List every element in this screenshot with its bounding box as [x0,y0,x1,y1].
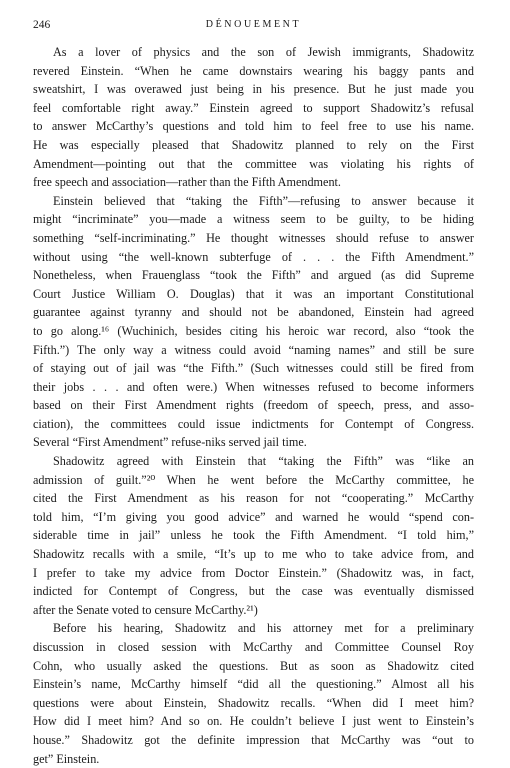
text-line: Einstein believed that “taking the Fifth”—refusing to answer because it [53,193,474,208]
text-line: after the Senate voted to censure McCarthy.²¹) [33,602,258,617]
text-line: to answer McCarthy’s questions and told him to feel free to use his name. [33,119,474,134]
text-line: their jobs . . . and often were.) When witnesses refused to become informers [33,379,474,394]
text-line: Einstein’s name, McCarthy himself “did all the questioning.” Almost all his [33,677,474,692]
text-line: get” Einstein. [33,751,100,766]
text-line: guarantee against tyranny and should not be abandoned, Einstein had agreed [33,305,474,320]
text-line: I prefer to take my advice from Doctor Einstein.” (Shadowitz was, in fact, [33,565,474,580]
paragraph [33,192,474,452]
text-line: Amendment—pointing out that the committee was violating his rights of [33,156,474,171]
text-line: of staying out of jail was “the Fifth.” (Such witnesses could still be fired from [33,361,474,376]
text-line: cited the First Amendment as his reason for not “cooperating.” McCarthy [33,491,474,506]
paragraph [33,619,474,768]
text-line: questions were about Einstein, Shadowitz recalls. “When did I meet him? [33,695,474,710]
text-line: Shadowitz agreed with Einstein that “taking the Fifth” was “like an [53,454,474,469]
text-line: He was especially pleased that Shadowitz planned to rely on the First [33,137,474,152]
paragraph [33,43,474,192]
text-line: Nonetheless, when Frauenglass “took the Fifth” and argued (as did Supreme [33,268,474,283]
text-line: to go along.¹⁶ (Wuchinich, besides citing his heroic war record, also “took the [33,323,474,338]
text-line: told him, “I’m giving you good advice” and warned he would “spend con- [33,509,474,524]
text-line: Fifth.”) The only way a witness could avoid “naming names” and still be sure [33,342,474,357]
text-line: Court Justice William O. Douglas) that it was an important Constitutional [33,286,474,301]
text-line: revered Einstein. “When he came downstairs wearing his baggy pants and [33,63,474,78]
chapter-running-title: DÉNOUEMENT [205,19,302,30]
text-line: indicted for Contempt of Congress, but the case was eventually dismissed [33,584,474,599]
text-line: Cohn, who usually asked the questions. But as soon as Shadowitz cited [33,658,474,673]
text-line: siderable time in jail” unless he took the Fifth Amendment. “I told him,” [33,528,474,543]
page-number: 246 [33,19,51,31]
text-line: sweatshirt, I was overawed just being in his presence. But he just made you [33,82,474,97]
text-line: ciation), the committees could issue indictments for Contempt of Congress. [33,416,474,431]
text-line: Before his hearing, Shadowitz and his attorney met for a preliminary [53,621,474,636]
body-text [33,43,474,768]
text-line: something “self-incriminating.” He thought witnesses should refuse to answer [33,230,474,245]
text-line: Shadowitz recalls with a smile, “It’s up to me who to take advice from, and [33,547,474,562]
running-head [33,19,474,35]
text-line: discussion in closed session with McCarthy and Committee Counsel Roy [33,640,474,654]
text-line: free speech and association—rather than the Fifth Amendment. [33,175,341,190]
text-line: admission of guilt.”²⁰ When he went before the McCarthy committee, he [33,472,474,487]
text-line: without using “the well-known subterfuge of . . . the Fifth Amendment.” [33,249,474,264]
text-line: house.” Shadowitz got the definite impression that McCarthy was “out to [33,732,474,747]
text-line: How did I meet him? And so on. He couldn’t believe I just went to Einstein’s [33,714,474,729]
paragraph [33,452,474,619]
text-line: based on their First Amendment rights (freedom of speech, press, and asso- [33,398,474,413]
text-line: might “incriminate” you—made a witness seem to be guilty, to be hiding [33,212,474,227]
text-line: Several “First Amendment” refuse-niks served jail time. [33,435,307,450]
text-line: feel comfortable right away.” Einstein agreed to support Shadowitz’s refusal [33,100,474,115]
text-line: As a lover of physics and the son of Jewish immigrants, Shadowitz [53,45,474,59]
